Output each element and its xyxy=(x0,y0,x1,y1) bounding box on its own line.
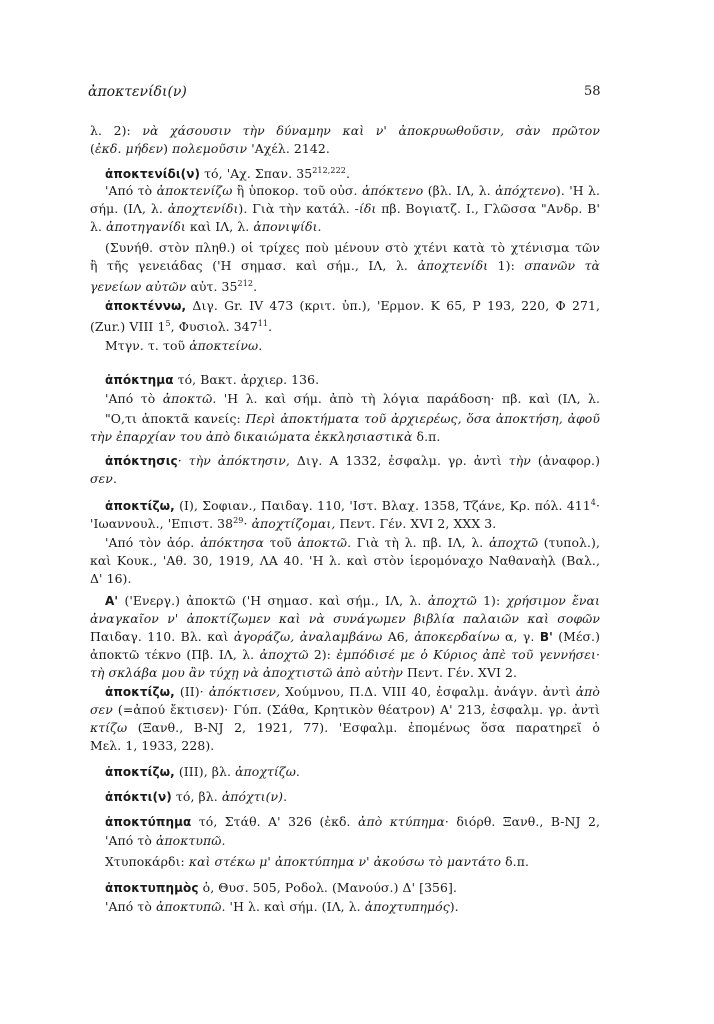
paragraph-line-first xyxy=(105,297,600,315)
text: . xyxy=(258,338,263,353)
paragraph-line xyxy=(90,570,600,588)
paragraph-line-first xyxy=(105,763,600,781)
paragraph-line xyxy=(90,646,600,664)
italic-text: ἀποτηγανίδι xyxy=(106,219,186,234)
text: , Φυσιολ. 347 xyxy=(170,319,258,334)
paragraph-line xyxy=(90,701,600,719)
paragraph-line-first xyxy=(105,683,600,701)
text: ἢ ὑποκορ. τοῦ οὐσ. xyxy=(232,183,362,198)
italic-text: ἀπὸ κτύπημα xyxy=(358,814,445,829)
text: . Γιὰ τὴ λ. πβ. ΙΛ, λ. xyxy=(347,535,489,550)
italic-text: ἀποκτῶ xyxy=(162,391,213,406)
text: ). xyxy=(449,899,459,914)
text: ( xyxy=(90,141,95,156)
text: (Zur.) VIII 1 xyxy=(90,319,166,334)
text: · διόρθ. Ξανθ., B-NJ 2, xyxy=(444,814,600,829)
paragraph-line-first xyxy=(105,898,600,916)
text: (II)· xyxy=(174,684,209,699)
paragraph-line xyxy=(90,628,600,646)
italic-text: πολεμοῦσιν xyxy=(172,141,248,156)
italic-text: ἀπὸ xyxy=(575,684,600,699)
paragraph-line-first xyxy=(105,337,600,355)
paragraph-line xyxy=(90,122,600,140)
paragraph-line-first xyxy=(105,410,600,428)
headword: ἀπόκτι(ν) xyxy=(105,790,172,804)
paragraph-line xyxy=(90,470,600,488)
paragraph-line xyxy=(90,719,600,737)
superscript: 29 xyxy=(233,516,244,525)
italic-text: ἀπόχτενο xyxy=(495,183,556,198)
text: "Ο,τι ἀποκτᾶ κανείς: xyxy=(105,411,246,426)
italic-text: γενείων αὐτῶν xyxy=(90,279,187,294)
paragraph-line-first xyxy=(105,452,600,470)
text: Δ' 16). xyxy=(90,571,132,586)
text: λ. xyxy=(90,219,107,234)
paragraph-line xyxy=(90,257,600,275)
italic-text: ἐμπόδισέ με ὁ Κύριος ἀπὲ τοῦ γεννήσει· xyxy=(336,647,600,662)
italic-text: ἀπόχτι(ν) xyxy=(221,789,284,804)
italic-text: ἀπόκτενο xyxy=(361,183,424,198)
text: 'Από τὸ xyxy=(105,183,157,198)
text: 'Από τὸ xyxy=(105,899,156,914)
italic-text: ἀποχτίζομαι, xyxy=(251,516,336,531)
paragraph-line-first xyxy=(105,832,600,850)
italic-text: ἀποκτυπῶ xyxy=(155,899,222,914)
text: (III), βλ. xyxy=(174,764,236,779)
headword: ἀποκτίζω, xyxy=(105,685,175,699)
text: Πεντ. Γέν. XVI 2, XXX 3. xyxy=(335,516,497,531)
italic-text: ἀναγκαῖον ν' ἀποκτίζωμεν καὶ νὰ συνάγωμεν βιβλία παλαιῶν καὶ σοφῶν xyxy=(90,611,600,626)
headword: ἀπόκτησις xyxy=(105,454,178,468)
text: (Μέσ.) xyxy=(558,629,600,644)
paragraph-line xyxy=(90,275,600,296)
text: ). 'Η λ. xyxy=(555,183,600,198)
italic-text: ἀπόκτισεν, xyxy=(208,684,281,699)
text: (τυπολ.), xyxy=(543,535,600,550)
text: Διγ. Gr. IV 473 (κριτ. ὑπ.), 'Ερμον. Κ 65, Ρ 193, 220, Φ 271, xyxy=(192,298,600,313)
text: . xyxy=(295,764,300,779)
text: λ. 2): xyxy=(90,123,143,138)
text: . xyxy=(221,833,226,848)
headword: ἀποκτυπημὸς xyxy=(105,881,199,895)
paragraph-line xyxy=(90,200,600,218)
text: (ἀναφορ.) xyxy=(530,453,600,468)
italic-text: ἀπόκτησα xyxy=(199,535,264,550)
text: ) xyxy=(163,141,173,156)
text: ). Γιὰ τὴν κατάλ. xyxy=(238,201,355,216)
paragraph-line-first xyxy=(105,534,600,552)
paragraph-line-first xyxy=(105,788,600,806)
italic-text: -ίδι xyxy=(354,201,377,216)
text: ἢ τῆς γενειάδας ('Η σημασ. καὶ σήμ., ΙΛ, λ. xyxy=(90,258,418,273)
text: Παιδαγ. 110. Βλ. καὶ xyxy=(90,629,234,644)
paragraph-line-first xyxy=(105,390,600,408)
text: καὶ ΙΛ, λ. xyxy=(185,219,254,234)
text: τοῦ xyxy=(263,535,298,550)
text: . xyxy=(253,279,258,294)
italic-text: χρήσιμον ἔναι xyxy=(506,593,600,608)
headword: ἀποκτίζω, xyxy=(105,499,175,512)
headword: ἀποκτύπημα xyxy=(105,815,192,829)
italic-text: ἀποχτενίδι xyxy=(417,258,489,273)
text: . xyxy=(283,789,288,804)
text: Μελ. 1, 1933, 228). xyxy=(90,738,215,753)
text: ἀποκτῶ τέκνο (Πβ. ΙΛ, λ. xyxy=(90,647,260,662)
text: ὁ, Θυσ. 505, Ροδολ. (Μανούσ.) Δ' [356]. xyxy=(198,880,458,895)
italic-text: σεν xyxy=(90,702,113,717)
headword: ἀπόκτημα xyxy=(105,373,174,387)
headword: ἀποκτέννω, xyxy=(105,299,187,313)
italic-text: ἀπονιψίδι xyxy=(253,219,318,234)
text: πβ. Βογιατζ. Ι., Γλῶσσα "Ανδρ. Β' xyxy=(381,201,600,216)
italic-text: ἀγοράζω, ἀναλαμβάνω xyxy=(233,629,383,644)
text: 1): xyxy=(488,258,525,273)
italic-text: ἀποκερδαίνω xyxy=(414,629,500,644)
text: τό, Στάθ. Α' 326 (ἐκδ. xyxy=(191,814,358,829)
paragraph-line-first xyxy=(105,182,600,200)
text: . 'Η λ. καὶ σήμ. ἀπὸ τὴ λόγια παράδοση· πβ. καὶ (ΙΛ, λ. xyxy=(212,391,600,406)
italic-text: ἀποκτενίζω xyxy=(156,183,233,198)
paragraph-line-first xyxy=(105,239,600,257)
italic-text: τὴν ἀπόκτησιν, xyxy=(188,453,290,468)
paragraph-line xyxy=(90,737,600,755)
text: (Ξανθ., B-NJ 2, 1921, 77). 'Εσφαλμ. ἐπομένως ὅσα παρατηρεῖ ὁ xyxy=(137,720,600,735)
text: Διγ. Α 1332, ἐσφαλμ. γρ. ἀντὶ xyxy=(289,453,509,468)
superscript: 4 xyxy=(590,498,596,507)
headword: ἀποκτενίδι(ν) xyxy=(105,167,201,181)
paragraph-line-first xyxy=(105,494,600,512)
text: · xyxy=(243,516,252,531)
text: Α6, xyxy=(382,629,415,644)
paragraph-line-first xyxy=(105,592,600,610)
text: Μτγν. τ. τοῦ xyxy=(105,338,190,353)
italic-text: κτίζω xyxy=(90,720,128,735)
headword: Α' xyxy=(105,594,119,608)
text: (Ι), Σοφιαν., Παιδαγ. 110, 'Ιστ. Βλαχ. 1358, Τζάνε, Κρ. πόλ. 411 xyxy=(174,498,591,512)
italic-text: ἀποχτῶ xyxy=(259,647,309,662)
italic-text: ἐκδ. μήδεν xyxy=(94,141,164,156)
text: καὶ Κουκ., 'Αθ. 30, 1919, ΛΑ 40. 'Η λ. καὶ στὸν ἱερομόναχο Ναθαναὴλ (Βαλ., xyxy=(90,553,600,568)
text: 1): xyxy=(476,593,507,608)
italic-text: ἀποχτῶ xyxy=(489,535,539,550)
paragraph-line xyxy=(90,218,600,236)
text: τό, 'Αχ. Σπαν. 35 xyxy=(200,166,313,181)
italic-text: ἀποχτυπημός xyxy=(364,899,450,914)
italic-text: ἀποχτίζω xyxy=(235,764,296,779)
text: · xyxy=(177,453,189,468)
text: Πεντ. Γέν. XVI 2. xyxy=(402,665,518,680)
italic-text: σεν xyxy=(90,471,113,486)
headword: ἀποκτίζω, xyxy=(105,765,175,779)
italic-text: τὴν xyxy=(508,453,531,468)
text: αὐτ. 35 xyxy=(186,279,238,294)
text: 'Αχέλ. 2142. xyxy=(247,141,330,156)
paragraph-line xyxy=(90,610,600,628)
paragraph-line-first xyxy=(105,813,600,831)
text: . xyxy=(112,471,117,486)
italic-text: ἀποκτῶ xyxy=(297,535,348,550)
superscript: 11 xyxy=(257,319,269,328)
superscript: 212 xyxy=(237,279,254,288)
text: Χτυποκάρδι: xyxy=(105,854,189,869)
paragraph-line xyxy=(90,664,600,682)
italic-text: νὰ χάσουσιν τὴν δύναμην καὶ ν' ἀποκρυωθοῦσιν, σὰν πρῶτον xyxy=(142,123,600,138)
text: Χούμνου, Π.Δ. VIII 40, ἐσφαλμ. ἀνάγν. ἀντὶ xyxy=(280,684,576,699)
paragraph-line-first xyxy=(105,162,600,183)
superscript: 212,222 xyxy=(312,166,346,175)
text: 'Ιωαννουλ., 'Επιστ. 38 xyxy=(90,516,234,531)
text: 2): xyxy=(308,647,337,662)
paragraph-line xyxy=(90,512,600,533)
italic-text: ἀποχτενίδι xyxy=(167,201,239,216)
text: . xyxy=(345,166,351,181)
text: (βλ. ΙΛ, λ. xyxy=(423,183,496,198)
italic-text: σπανῶν τὰ xyxy=(524,258,600,273)
paragraph-line xyxy=(90,140,600,158)
text: (=ἀπού ἔκτισεν)· Γύπ. (Σάθα, Κρητικὸν θέατρον) Α' 213, ἐσφαλμ. γρ. ἀντὶ xyxy=(112,702,600,717)
text: . xyxy=(268,319,273,334)
paragraph-line-first xyxy=(105,853,600,871)
text: . 'Η λ. καὶ σήμ. (ΙΛ, λ. xyxy=(221,899,365,914)
paragraph-line-first xyxy=(105,879,600,897)
superscript: 5 xyxy=(165,319,171,328)
text: . xyxy=(317,219,322,234)
text: τό, βλ. xyxy=(171,789,222,804)
text: 'Από τὸ xyxy=(105,391,163,406)
italic-text: τὴν ἐπαρχίαν του ἀπὸ δικαιώματα ἐκκλησιαστικὰ xyxy=(90,429,413,444)
text: τό, Βακτ. ἀρχιερ. 136. xyxy=(173,372,320,387)
italic-text: ἀποκτείνω xyxy=(189,338,259,353)
paragraph-line-first xyxy=(105,371,600,389)
running-head: ἀποκτενίδι(ν) xyxy=(88,84,187,100)
text: ('Ενεργ.) ἀποκτῶ ('Η σημασ. καὶ σήμ., ΙΛ, λ. xyxy=(118,593,428,608)
text: α, γ. xyxy=(499,629,540,644)
text: 'Από τὸν ἀόρ. xyxy=(105,535,200,550)
text: σήμ. (ΙΛ, λ. xyxy=(90,201,168,216)
paragraph-line xyxy=(90,428,600,446)
paragraph-line xyxy=(90,552,600,570)
text: (Συνήθ. στὸν πληθ.) οἱ τρίχες ποὺ μένουν στὸ χτένι κατὰ τὸ χτένισμα τῶν xyxy=(105,240,600,255)
text: 'Από τὸ xyxy=(105,833,156,848)
text: δ.π. xyxy=(501,854,529,869)
paragraph-line xyxy=(90,315,600,336)
italic-text: Περὶ ἀποκτήματα τοῦ ἀρχιερέως, ὅσα ἀποκτήση, ἀφοῦ xyxy=(245,411,600,426)
text: δ.π. xyxy=(412,429,441,444)
text: · xyxy=(595,498,600,512)
italic-text: ἀποχτῶ xyxy=(427,593,477,608)
headword: Β' xyxy=(539,630,553,644)
italic-text: ἀποκτυπῶ xyxy=(155,833,222,848)
italic-text: τὴ σκλάβα μου ἂν τύχῃ νὰ ἀποχτιστῶ ἀπὸ αὐτὴν xyxy=(90,665,403,680)
page-number: 58 xyxy=(584,84,601,99)
italic-text: καὶ στέκω μ' ἀποκτύπημα ν' ἀκούσω τὸ μαντάτο xyxy=(188,854,502,869)
